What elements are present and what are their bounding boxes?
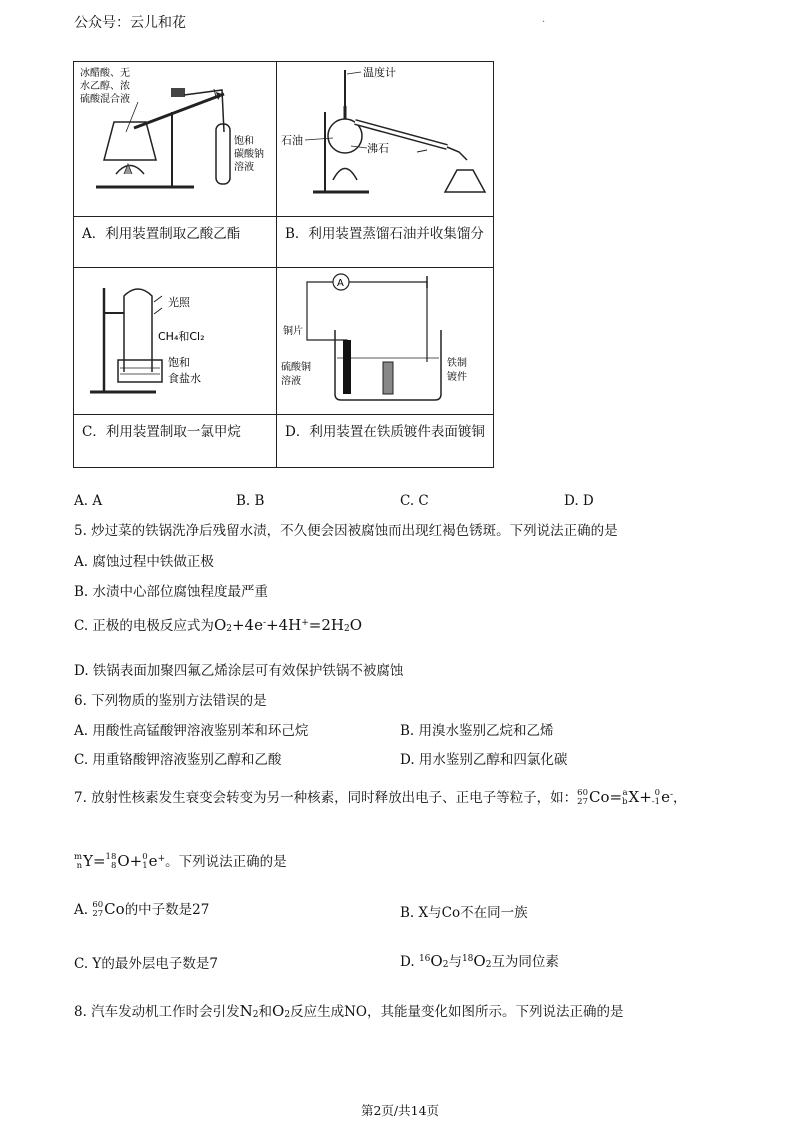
ester-apparatus-figure [74,62,276,212]
caption-c: C．利用装置制取一氯甲烷 [82,424,241,440]
cell-a-caption [74,217,277,268]
q6-option-b: B. 用溴水鉴别乙烷和乙烯 [400,723,554,739]
q6-option-d: D. 用水鉴别乙醇和四氯化碳 [400,752,568,768]
q7-option-d [400,952,559,971]
label-brine-2: 食盐水 [168,372,201,385]
label-mix-1: 冰醋酸、无 [80,68,130,79]
label-thermometer: 温度计 [363,66,396,79]
label-tube-2: 碳酸钠 [234,149,264,160]
y-decay-equation: m nY=18 8O+0 1e+ [74,852,166,871]
label-solution-2: 溶液 [281,376,301,387]
q8-stem [74,1002,623,1021]
q8-stem-end: 反应生成NO，其能量变化如图所示。下列说法正确的是 [290,1004,624,1020]
cathode-equation: $O_2+4e^-+4H^+=2H_2O$ [213,616,363,634]
q5-option-b: B. 水渍中心部位腐蚀程度最严重 [74,584,269,600]
q5-option-c-text: C. 正极的电极反应式为 [74,618,214,634]
label-tube-3: 溶液 [234,162,254,173]
label-oil: 石油 [281,134,303,147]
label-mix-2: 水乙醇、浓 [80,81,130,92]
q4-option-a: A. A [74,493,103,509]
label-copper-plate: 铜片 [283,326,303,337]
oxygen-18-symbol: $^{18}O_2$ [461,952,492,970]
q7-option-d-text: 互为同位素 [491,954,559,970]
q7-stem-text: 7. 放射性核素发生衰变会转变为另一种核素，同时释放出电子、正电子等粒子，如： [74,790,578,806]
q6-option-c: C. 用重铬酸钾溶液鉴别乙醇和乙酸 [74,752,282,768]
q4-option-d: D. D [564,493,594,509]
cobalt-60-symbol: 60 27Co [92,900,125,919]
cell-b-caption [277,217,494,268]
label-boiling-stone: 沸石 [367,142,389,155]
label-part-1: 铁制 [447,358,467,369]
q6-stem: 6. 下列物质的鉴别方法错误的是 [74,693,267,709]
oxygen-symbol: $O_2$ [272,1002,291,1020]
cell-b-figure [277,62,494,217]
q7-option-b: B. X与Co不在同一族 [400,905,528,921]
nitrogen-symbol: $N_2$ [239,1002,259,1020]
q4-option-c: C. C [400,493,429,509]
cell-c-figure [74,268,277,415]
cell-d-figure [277,268,494,415]
cell-d-caption [277,415,494,468]
caption-b: B．利用装置蒸馏石油并收集馏分 [285,226,484,242]
methane-chlorination-figure [74,268,276,410]
page-header: 公众号：云儿和花 [74,15,186,31]
page-footer: 第2页/共14页 [360,1103,440,1118]
q7-option-d-and: 与 [448,954,462,970]
apparatus-table [73,61,494,468]
ammeter-label: A [337,278,344,289]
q5-option-d: D. 铁锅表面加聚四氟乙烯涂层可有效保护铁锅不被腐蚀 [74,663,404,679]
q7-option-a-label: A. [74,902,89,918]
electroplating-figure [277,268,493,410]
oxygen-16-symbol: $^{16}O_2$ [418,952,449,970]
label-gases: CH₄和Cl₂ [158,330,205,343]
q6-option-a: A. 用酸性高锰酸钾溶液鉴别苯和环己烷 [74,723,309,739]
q5-stem: 5. 炒过菜的铁锅洗净后残留水渍，不久便会因被腐蚀而出现红褐色锈斑。下列说法正确的是 [74,523,618,539]
label-tube-1: 饱和 [234,136,254,147]
q5-option-a: A. 腐蚀过程中铁做正极 [74,554,214,570]
label-part-2: 镀件 [447,372,467,383]
header-dot: . [542,14,546,25]
q7-stem-comma: ， [673,790,687,806]
caption-d: D．利用装置在铁质镀件表面镀铜 [285,424,485,440]
q5-option-c [74,616,362,635]
q7-line2 [74,852,287,871]
q8-stem-and: 和 [258,1004,273,1020]
cell-a-figure [74,62,277,217]
q7-line2-text: 。下列说法正确的是 [165,854,287,870]
q7-stem [74,788,687,807]
label-light: 光照 [168,296,190,309]
label-brine-1: 饱和 [168,356,190,369]
caption-a: A．利用装置制取乙酸乙酯 [82,226,241,242]
q7-option-a [74,900,209,919]
q4-option-b: B. B [236,493,265,509]
label-mix-3: 硫酸混合液 [80,94,130,105]
distillation-apparatus-figure [277,62,493,212]
label-solution-1: 硫酸铜 [281,362,311,373]
q7-option-c: C. Y的最外层电子数是7 [74,956,218,972]
q7-option-d-label: D. [400,954,415,970]
cobalt-decay-equation: 60 27Co=a bX+ 0 -1e- [577,788,673,807]
cell-c-caption [74,415,277,468]
q8-stem-start: 8. 汽车发动机工作时会引发 [74,1004,240,1020]
q7-option-a-text: 的中子数是27 [124,902,210,918]
